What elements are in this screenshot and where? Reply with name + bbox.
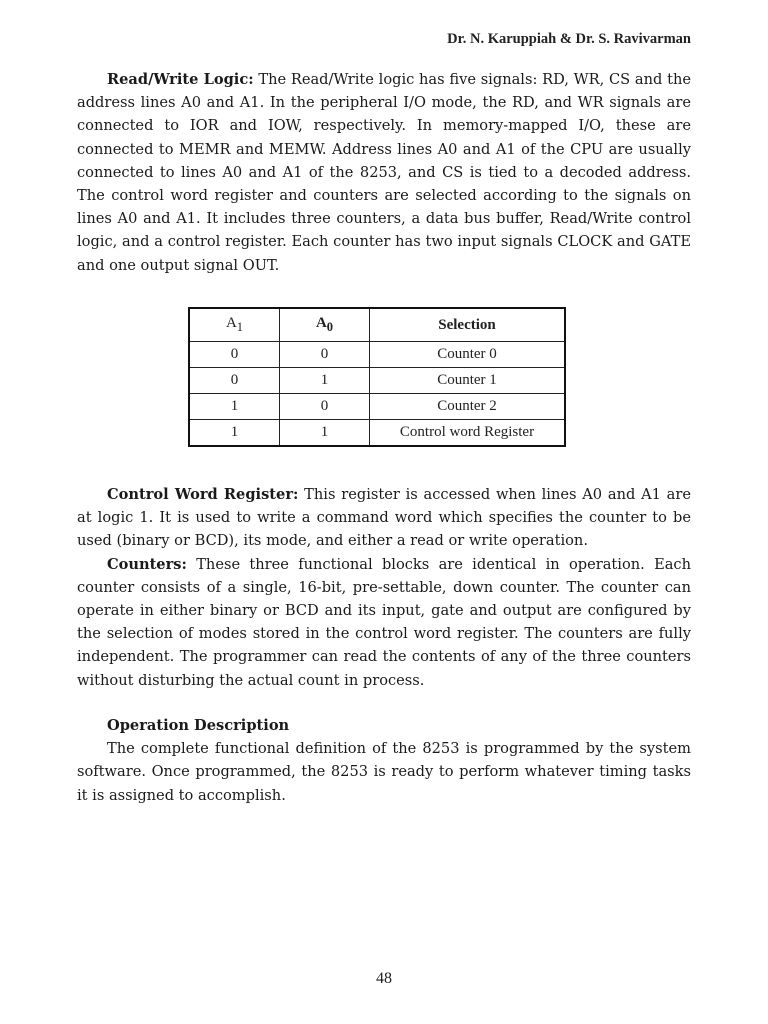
header-a0: $A_0$ (280, 308, 370, 342)
cell-selection: Counter 1 (370, 368, 566, 394)
header-a1: $A_1$ (189, 308, 280, 342)
cell-a1: 0 (189, 342, 280, 368)
cell-selection: Control word Register (370, 420, 566, 447)
cell-a0: 1 (280, 368, 370, 394)
control-word-title: Control Word Register: (107, 486, 299, 503)
counters-paragraph (77, 553, 691, 692)
counters-title: Counters: (107, 555, 187, 573)
cell-a0: 0 (280, 342, 370, 368)
read-write-body: The Read/Write logic has five signals: RD, WR, CS and the address lines A0 and A1. In the peripheral I/O mode, the RD, and WR signals are connected to IOR and IOW, respectively. In memory-mapped I/O, these are connected to MEMR and MEMW. Address lines A0 and A1 of the CPU are usually connected to lines A0 and A1 of the 8253, and CS is tied to a decoded address. The control word register and counters are selected according to the signals on lines A0 and A1. It includes three counters, a data bus buffer, Read/Write control logic, and a control register. Each counter has two input signals CLOCK and GATE and one output signal OUT. (77, 71, 691, 274)
read-write-paragraph (77, 68, 691, 277)
control-word-body: This register is accessed when lines A0 and A1 are at logic 1. It is used to write a command word which specifies the counter to be used (binary or BCD), its mode, and either a read or write operation. (77, 486, 691, 550)
cell-a0: 1 (280, 420, 370, 447)
cell-selection: Counter 2 (370, 394, 566, 420)
registers-section (77, 483, 691, 692)
read-write-title: Read/Write Logic: (107, 71, 254, 88)
cell-a1: 0 (189, 368, 280, 394)
operation-heading: Operation Description (107, 717, 290, 734)
cell-a1: 1 (189, 394, 280, 420)
table-row (189, 368, 565, 394)
control-word-paragraph (77, 483, 691, 553)
counters-body: These three functional blocks are identical in operation. Each counter consists of a single, 16-bit, pre-settable, down counter. The counter can operate in either binary or BCD and its input, gate and output are configured by the selection of modes stored in the control word register. The counters are fully independent. The programmer can read the contents of any of the three counters without disturbing the actual count in process. (77, 555, 691, 689)
table-header-row (189, 308, 565, 342)
table-row (189, 394, 565, 420)
operation-section (77, 714, 691, 807)
counter-selection-table (188, 307, 566, 447)
running-header: Dr. N. Karuppiah & Dr. S. Ravivarman (447, 31, 691, 47)
table-row (189, 342, 565, 368)
operation-paragraph: The complete functional definition of the 8253 is programmed by the system software. Once programmed, the 8253 is ready to perform whatever timing tasks it is assigned to accomplish. (77, 740, 691, 804)
table-row (189, 420, 565, 447)
header-selection: Selection (370, 308, 566, 342)
cell-selection: Counter 0 (370, 342, 566, 368)
cell-a0: 0 (280, 394, 370, 420)
read-write-section (77, 68, 691, 277)
page-number: 48 (376, 970, 392, 987)
cell-a1: 1 (189, 420, 280, 447)
